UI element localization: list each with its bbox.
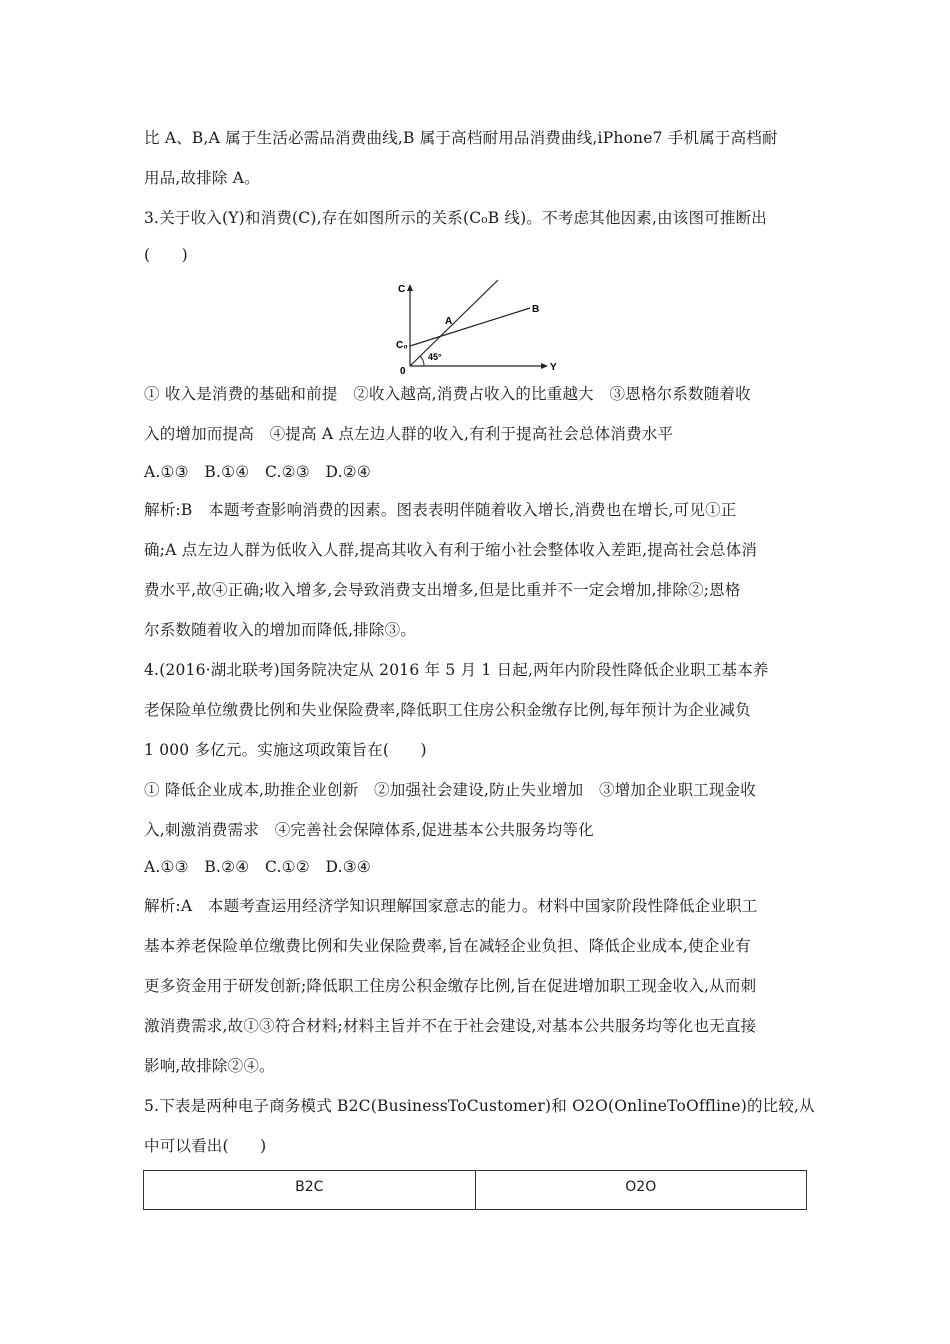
income-consumption-graph <box>390 276 560 376</box>
text-line: 基本养老保险单位缴费比例和失业保险费率,旨在减轻企业负担、降低企业成本,使企业有 <box>144 937 751 955</box>
question-5-stem: 5.下表是两种电子商务模式 B2C(BusinessToCustomer)和 O2O(OnlineToOffline)的比较,从 <box>144 1097 815 1115</box>
angle-arc <box>420 356 424 366</box>
angle-label: 45° <box>428 352 442 362</box>
y-axis-label: C <box>398 284 406 295</box>
text-line: 激消费需求,故①③符合材料;材料主旨并不在于社会建设,对基本公共服务均等化也无直接 <box>144 1017 757 1035</box>
text-line: 用品,故排除 A。 <box>144 169 260 187</box>
question-4-choices: A.①③ B.②④ C.①② D.③④ <box>144 858 371 876</box>
question-5-blank: 中可以看出( ) <box>144 1137 267 1155</box>
question-3-blank: ( ) <box>144 246 188 264</box>
text-line: 确;A 点左边人群为低收入人群,提高其收入有利于缩小社会整体收入差距,提高社会总体消 <box>144 541 758 559</box>
text-line: 1 000 多亿元。实施这项政策旨在( ) <box>144 741 427 759</box>
question-4-stem: 4.(2016·湖北联考)国务院决定从 2016 年 5 月 1 日起,两年内阶段性降低企业职工基本养 <box>144 661 769 679</box>
table-row <box>144 1171 807 1210</box>
question-4-options-line-1: ① 降低企业成本,助推企业创新 ②加强社会建设,防止失业增加 ③增加企业职工现金收 <box>144 781 756 799</box>
question-3-options-line-2: 入的增加而提高 ④提高 A 点左边人群的收入,有利于提高社会总体消费水平 <box>144 425 674 443</box>
point-a-label: A <box>445 316 453 327</box>
comparison-table <box>143 1170 807 1210</box>
question-3-stem: 3.关于收入(Y)和消费(C),存在如图所示的关系(C₀B 线)。不考虑其他因素,由该图可推断出 <box>144 209 768 227</box>
text-line: 费水平,故④正确;收入增多,会导致消费支出增多,但是比重并不一定会增加,排除②;恩格 <box>144 581 741 599</box>
table-header-b2c: B2C <box>144 1171 476 1210</box>
table-header-o2o: O2O <box>475 1171 807 1210</box>
text-line: 比 A、B,A 属于生活必需品消费曲线,B 属于高档耐用品消费曲线,iPhone7 手机属于高档耐 <box>144 129 778 147</box>
x-axis-arrow <box>541 363 548 369</box>
question-3-options-line-1: ① 收入是消费的基础和前提 ②收入越高,消费占收入的比重越大 ③恩格尔系数随着收 <box>144 385 751 403</box>
question-4-analysis: 解析:A 本题考查运用经济学知识理解国家意志的能力。材料中国家阶段性降低企业职工 <box>144 897 758 915</box>
text-line: 老保险单位缴费比例和失业保险费率,降低职工住房公积金缴存比例,每年预计为企业减负 <box>144 701 751 719</box>
text-line: 尔系数随着收入的增加而降低,排除③。 <box>144 621 417 639</box>
x-axis-label: Y <box>550 362 557 373</box>
question-4-options-line-2: 入,刺激消费需求 ④完善社会保障体系,促进基本公共服务均等化 <box>144 821 594 839</box>
text-line: 影响,故排除②④。 <box>144 1057 275 1075</box>
y-axis-arrow <box>407 284 413 291</box>
text-line: 更多资金用于研发创新;降低职工住房公积金缴存比例,旨在促进增加职工现金收入,从而刺 <box>144 977 757 995</box>
c0b-consumption-line <box>410 308 530 346</box>
intercept-label: C₀ <box>396 340 408 351</box>
question-3-analysis: 解析:B 本题考查影响消费的因素。图表表明伴随着收入增长,消费也在增长,可见①正 <box>144 501 737 519</box>
question-3-choices: A.①③ B.①④ C.②③ D.②④ <box>144 463 371 481</box>
45-degree-line <box>410 280 498 366</box>
origin-label: 0 <box>400 366 406 376</box>
point-b-label: B <box>532 304 540 315</box>
